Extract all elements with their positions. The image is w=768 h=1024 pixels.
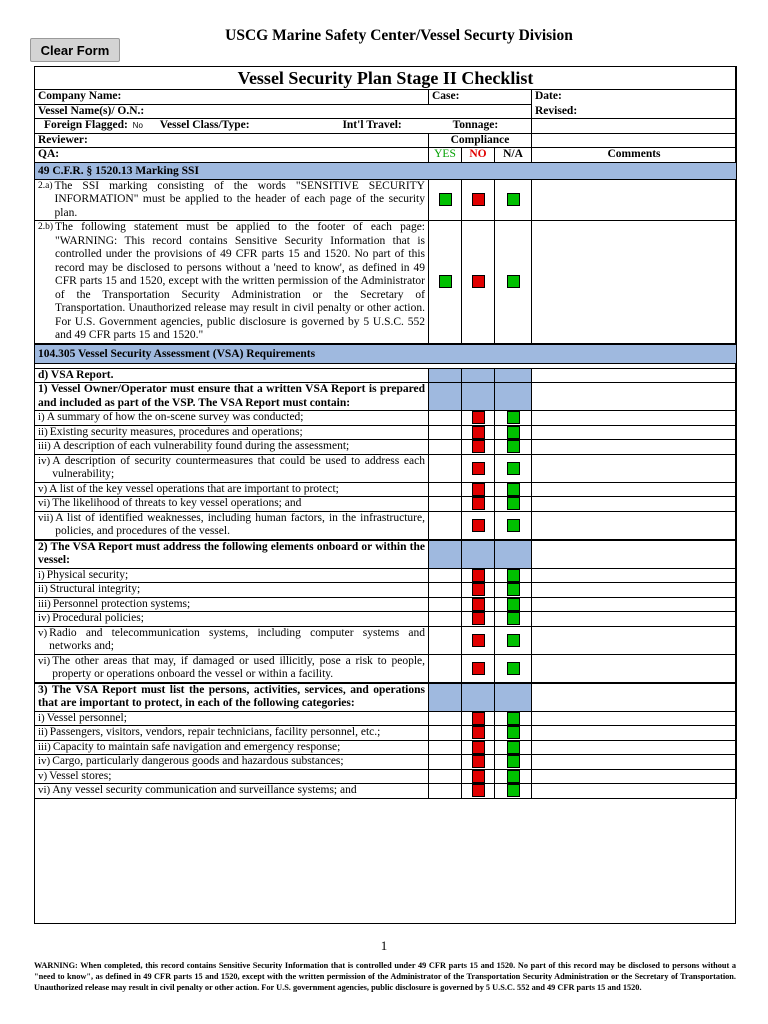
no-heading: NO [462,148,495,163]
requirement-text [35,411,429,426]
na-cell [495,740,532,755]
no-cell [462,755,495,770]
no-cell [462,482,495,497]
foreign-flagged-label: Foreign Flagged: [44,119,128,131]
na-cell [495,179,532,221]
item-text: Radio and telecommunication systems, including computer systems and networks and; [49,626,425,652]
yes-cell [429,626,462,654]
comments-cell[interactable] [532,784,737,799]
na-cell [495,597,532,612]
yes-cell [429,511,462,539]
comments-cell[interactable] [532,626,737,654]
checklist-row [35,425,737,440]
checklist-row [35,568,737,583]
no-checkbox[interactable] [472,193,485,206]
no-checkbox[interactable] [472,569,485,582]
yes-cell [429,784,462,799]
na-cell [495,482,532,497]
blank-cell [429,683,462,711]
checklist-row [35,179,737,221]
no-checkbox[interactable] [472,726,485,739]
header-blank-2 [532,133,737,148]
vessel-info-row [35,119,532,134]
na-checkbox[interactable] [507,583,520,596]
item-text: A list of the key vessel operations that are important to protect; [49,482,339,495]
item-number: i) [38,568,45,581]
yes-cell [429,597,462,612]
requirement-text [35,440,429,455]
checklist-row [35,654,737,682]
qa-field[interactable]: QA: [35,148,429,163]
na-checkbox[interactable] [507,440,520,453]
requirement-text [35,626,429,654]
no-cell [462,740,495,755]
section-vsa-requirements: 104.305 Vessel Security Assessment (VSA) Requirements [35,344,737,363]
na-checkbox[interactable] [507,634,520,647]
na-checkbox[interactable] [507,462,520,475]
no-cell [462,440,495,455]
organization-title: USCG Marine Safety Center/Vessel Securty Division [225,27,573,44]
item-text: The other areas that may, if damaged or used illicitly, pose a risk to people, property or operations onboard the vessel or within a facility. [52,654,425,680]
requirement-text [35,583,429,598]
no-cell [462,626,495,654]
na-cell [495,568,532,583]
item-number: ii) [38,425,48,438]
comments-cell[interactable] [532,711,737,726]
comments-cell[interactable] [532,425,737,440]
na-cell [495,497,532,512]
yes-cell [429,411,462,426]
requirement-text [35,511,429,539]
no-checkbox[interactable] [472,662,485,675]
checklist-table [34,66,737,799]
company-name-field[interactable]: Company Name: [35,90,429,105]
na-checkbox[interactable] [507,569,520,582]
no-checkbox[interactable] [472,712,485,725]
na-checkbox[interactable] [507,497,520,510]
requirement-text [35,568,429,583]
blank-cell [462,368,495,383]
no-cell [462,612,495,627]
requirement-text [35,497,429,512]
no-checkbox[interactable] [472,426,485,439]
comments-cell[interactable] [532,497,737,512]
item-text: Passengers, visitors, vendors, repair technicians, facility personnel, etc.; [49,726,381,738]
requirement-text [35,612,429,627]
item-text: A description of each vulnerability found during the assessment; [52,440,350,452]
no-cell [462,411,495,426]
foreign-flagged-select[interactable]: No [132,121,143,130]
item-text: Personnel protection systems; [52,597,191,610]
yes-heading: YES [429,148,462,163]
na-cell [495,511,532,539]
header-blank [532,119,737,134]
na-cell [495,784,532,799]
requirement-text [35,597,429,612]
blank-cell [532,540,737,568]
item-number: 2.b) [38,222,54,232]
na-checkbox[interactable] [507,712,520,725]
yes-cell [429,440,462,455]
case-field[interactable]: Case: [429,90,532,105]
blank-cell [462,683,495,711]
na-cell [495,583,532,598]
na-cell [495,221,532,344]
item-number: i) [38,711,45,724]
requirement-2-heading: 2) The VSA Report must address the following elements onboard or within the vessel: [35,540,429,568]
item-number: vii) [38,511,54,524]
no-cell [462,784,495,799]
item-text: The SSI marking consisting of the words "SENSITIVE SECURITY INFORMATION" must be applied to the header of each page of the security plan. [54,179,425,219]
na-heading: N/A [495,148,532,163]
no-checkbox[interactable] [472,519,485,532]
requirement-text [35,482,429,497]
yes-cell [429,568,462,583]
no-checkbox[interactable] [472,598,485,611]
date-label: Date: [535,90,562,102]
item-number: iv) [38,454,51,467]
vessel-class-label: Vessel Class/Type: [159,119,250,131]
yes-cell [429,454,462,482]
checklist-row [35,769,737,784]
na-cell [495,755,532,770]
checklist-row [35,511,737,539]
requirement-1-heading: 1) Vessel Owner/Operator must ensure that a written VSA Report is prepared and included as part of the VSP. The VSA Report must contain: [35,383,429,411]
no-checkbox[interactable] [472,497,485,510]
blank-cell [462,540,495,568]
comments-cell[interactable] [532,221,737,344]
tonnage-label: Tonnage: [452,119,499,131]
yes-cell [429,769,462,784]
item-text: The likelihood of threats to key vessel operations; and [52,497,302,509]
na-cell [495,612,532,627]
item-number: i) [38,411,45,423]
no-cell [462,597,495,612]
comments-cell[interactable] [532,654,737,682]
no-checkbox[interactable] [472,634,485,647]
yes-checkbox[interactable] [439,193,452,206]
item-text: A description of security countermeasures that could be used to address each vulnerability; [52,454,425,480]
comments-cell[interactable] [532,583,737,598]
item-text: A list of identified weaknesses, including human factors, in the infrastructure, policies, and procedures of the vessel. [55,511,425,537]
checklist-row [35,411,737,426]
requirement-text [35,726,429,741]
no-checkbox[interactable] [472,612,485,625]
yes-cell [429,497,462,512]
requirement-text [35,784,429,799]
no-cell [462,568,495,583]
item-text: Capacity to maintain safe navigation and emergency response; [52,740,341,753]
comments-cell[interactable] [532,755,737,770]
no-checkbox[interactable] [472,770,485,783]
blank-cell [532,683,737,711]
item-text: Structural integrity; [49,583,141,595]
item-number: iv) [38,755,51,767]
checklist-row [35,497,737,512]
yes-cell [429,726,462,741]
item-number: 2.a) [38,180,53,191]
blank-cell [495,683,532,711]
item-number: vi) [38,784,51,796]
no-checkbox[interactable] [472,583,485,596]
checklist-title: Vessel Security Plan Stage II Checklist [35,67,737,90]
blank-cell [495,540,532,568]
checklist-row [35,597,737,612]
comments-cell[interactable] [532,726,737,741]
na-checkbox[interactable] [507,193,520,206]
yes-cell [429,425,462,440]
item-text: Vessel personnel; [46,711,127,724]
blank-cell [429,368,462,383]
clear-form-button[interactable]: Clear Form [30,38,120,62]
blank-cell [429,540,462,568]
na-checkbox[interactable] [507,726,520,739]
checklist-row [35,784,737,799]
na-checkbox[interactable] [507,411,520,424]
blank-cell [429,383,462,411]
na-cell [495,711,532,726]
blank-cell [495,383,532,411]
no-cell [462,179,495,221]
date-revised-field[interactable] [532,90,737,119]
comments-cell[interactable] [532,597,737,612]
reviewer-field[interactable]: Reviewer: [35,133,429,148]
checklist-row [35,221,737,344]
requirement-text [35,454,429,482]
checklist-row [35,755,737,770]
na-checkbox[interactable] [507,770,520,783]
comments-cell[interactable] [532,411,737,426]
item-number: v) [38,482,48,495]
requirement-text [35,740,429,755]
checklist-row [35,612,737,627]
item-number: vi) [38,497,51,509]
na-checkbox[interactable] [507,784,520,797]
na-checkbox[interactable] [507,741,520,754]
no-cell [462,497,495,512]
comments-cell[interactable] [532,740,737,755]
item-number: ii) [38,726,48,738]
requirement-text [35,711,429,726]
comments-cell[interactable] [532,511,737,539]
no-cell [462,769,495,784]
no-checkbox[interactable] [472,440,485,453]
no-cell [462,654,495,682]
comments-cell[interactable] [532,568,737,583]
requirement-text [35,654,429,682]
comments-cell[interactable] [532,482,737,497]
na-checkbox[interactable] [507,662,520,675]
item-number: iii) [38,440,51,452]
no-checkbox[interactable] [472,741,485,754]
section-marking-ssi: 49 C.F.R. § 1520.13 Marking SSI [35,162,737,179]
comments-cell[interactable] [532,454,737,482]
comments-cell[interactable] [532,612,737,627]
requirement-text [35,179,429,221]
no-checkbox[interactable] [472,411,485,424]
requirement-text [35,221,429,344]
checklist-row [35,583,737,598]
page-number: 1 [380,938,388,953]
item-text: A summary of how the on-scene survey was conducted; [46,411,304,423]
na-checkbox[interactable] [507,755,520,768]
checklist-row [35,726,737,741]
blank-cell [532,368,737,383]
vsa-report-heading: d) VSA Report. [35,368,429,383]
intl-travel-label: Int'l Travel: [342,119,402,131]
revised-label: Revised: [535,104,578,117]
na-cell [495,626,532,654]
item-number: v) [38,626,48,639]
item-text: Procedural policies; [52,612,144,624]
checklist-row [35,482,737,497]
requirement-text [35,755,429,770]
checklist-row [35,626,737,654]
na-cell [495,654,532,682]
na-checkbox[interactable] [507,612,520,625]
no-checkbox[interactable] [472,275,485,288]
item-text: Physical security; [46,568,129,581]
yes-cell [429,482,462,497]
item-number: iv) [38,612,51,624]
item-number: iii) [38,740,51,753]
no-cell [462,711,495,726]
footer-warning: WARNING: When completed, this record contains Sensitive Security Information that is controlled under 49 CFR parts 15 and 1520. No part of this record may be disclosed to persons without a "need to know", as defined in 49 CFR parts 15 and 1520, except with the written permission of the Administrator of the Transportation Security Administration or the Secretary of Transportation. Unauthorized release may result in civil penalty or other action. For U.S. government agencies, public disclosure is governed by 5 U.S.C. 552 and 49 CFR parts 15 and 1520. [34,961,736,992]
no-checkbox[interactable] [472,755,485,768]
no-cell [462,425,495,440]
na-cell [495,411,532,426]
item-text: Vessel stores; [49,769,112,782]
na-checkbox[interactable] [507,483,520,496]
requirement-text [35,769,429,784]
yes-cell [429,583,462,598]
comments-cell[interactable] [532,769,737,784]
checklist-row [35,454,737,482]
no-cell [462,583,495,598]
no-checkbox[interactable] [472,462,485,475]
no-checkbox[interactable] [472,784,485,797]
blank-cell [462,383,495,411]
item-text: Existing security measures, procedures and operations; [49,425,303,438]
requirement-3-heading: 3) The VSA Report must list the persons, activities, services, and operations that are important to protect, in each of the following categories: [35,683,429,711]
item-number: vi) [38,654,51,667]
comments-heading: Comments [532,148,737,163]
na-cell [495,440,532,455]
no-cell [462,726,495,741]
na-cell [495,454,532,482]
yes-cell [429,755,462,770]
item-text: Any vessel security communication and surveillance systems; and [52,784,357,796]
yes-cell [429,612,462,627]
item-text: The following statement must be applied to the footer of each page: "WARNING: This record contains Sensitive Security Information that is controlled under the provisions of 49 CFR parts 15 and 1520. No part of this record may be disclosed to persons without a 'need to know', as defined in 49 CFR parts 15 and 1520, except with the written permission of the Administrator of the Transportation Security Administration or the Secretary of Transportation. Unauthorized release may result in civil penalty or other action. For U.S. Government agencies, public disclosure is governed by 5 U.S.C. 552 and 49 CFR parts 15 and 1520." [55,221,425,341]
blank-cell [532,383,737,411]
item-number: v) [38,769,48,782]
yes-cell [429,711,462,726]
na-cell [495,769,532,784]
requirement-text [35,425,429,440]
no-cell [462,454,495,482]
yes-cell [429,179,462,221]
yes-cell [429,221,462,344]
na-checkbox[interactable] [507,598,520,611]
vessel-name-field[interactable]: Vessel Name(s)/ O.N.: [35,104,532,119]
no-cell [462,221,495,344]
na-checkbox[interactable] [507,519,520,532]
comments-cell[interactable] [532,179,737,221]
checklist-row [35,740,737,755]
no-checkbox[interactable] [472,483,485,496]
yes-cell [429,740,462,755]
na-checkbox[interactable] [507,426,520,439]
no-cell [462,511,495,539]
na-cell [495,425,532,440]
na-cell [495,726,532,741]
yes-cell [429,654,462,682]
yes-checkbox[interactable] [439,275,452,288]
compliance-heading: Compliance [429,133,532,148]
blank-cell [495,368,532,383]
checklist-row [35,711,737,726]
checklist-row [35,440,737,455]
item-text: Cargo, particularly dangerous goods and hazardous substances; [52,755,344,767]
item-number: iii) [38,597,51,610]
item-number: ii) [38,583,48,595]
na-checkbox[interactable] [507,275,520,288]
comments-cell[interactable] [532,440,737,455]
